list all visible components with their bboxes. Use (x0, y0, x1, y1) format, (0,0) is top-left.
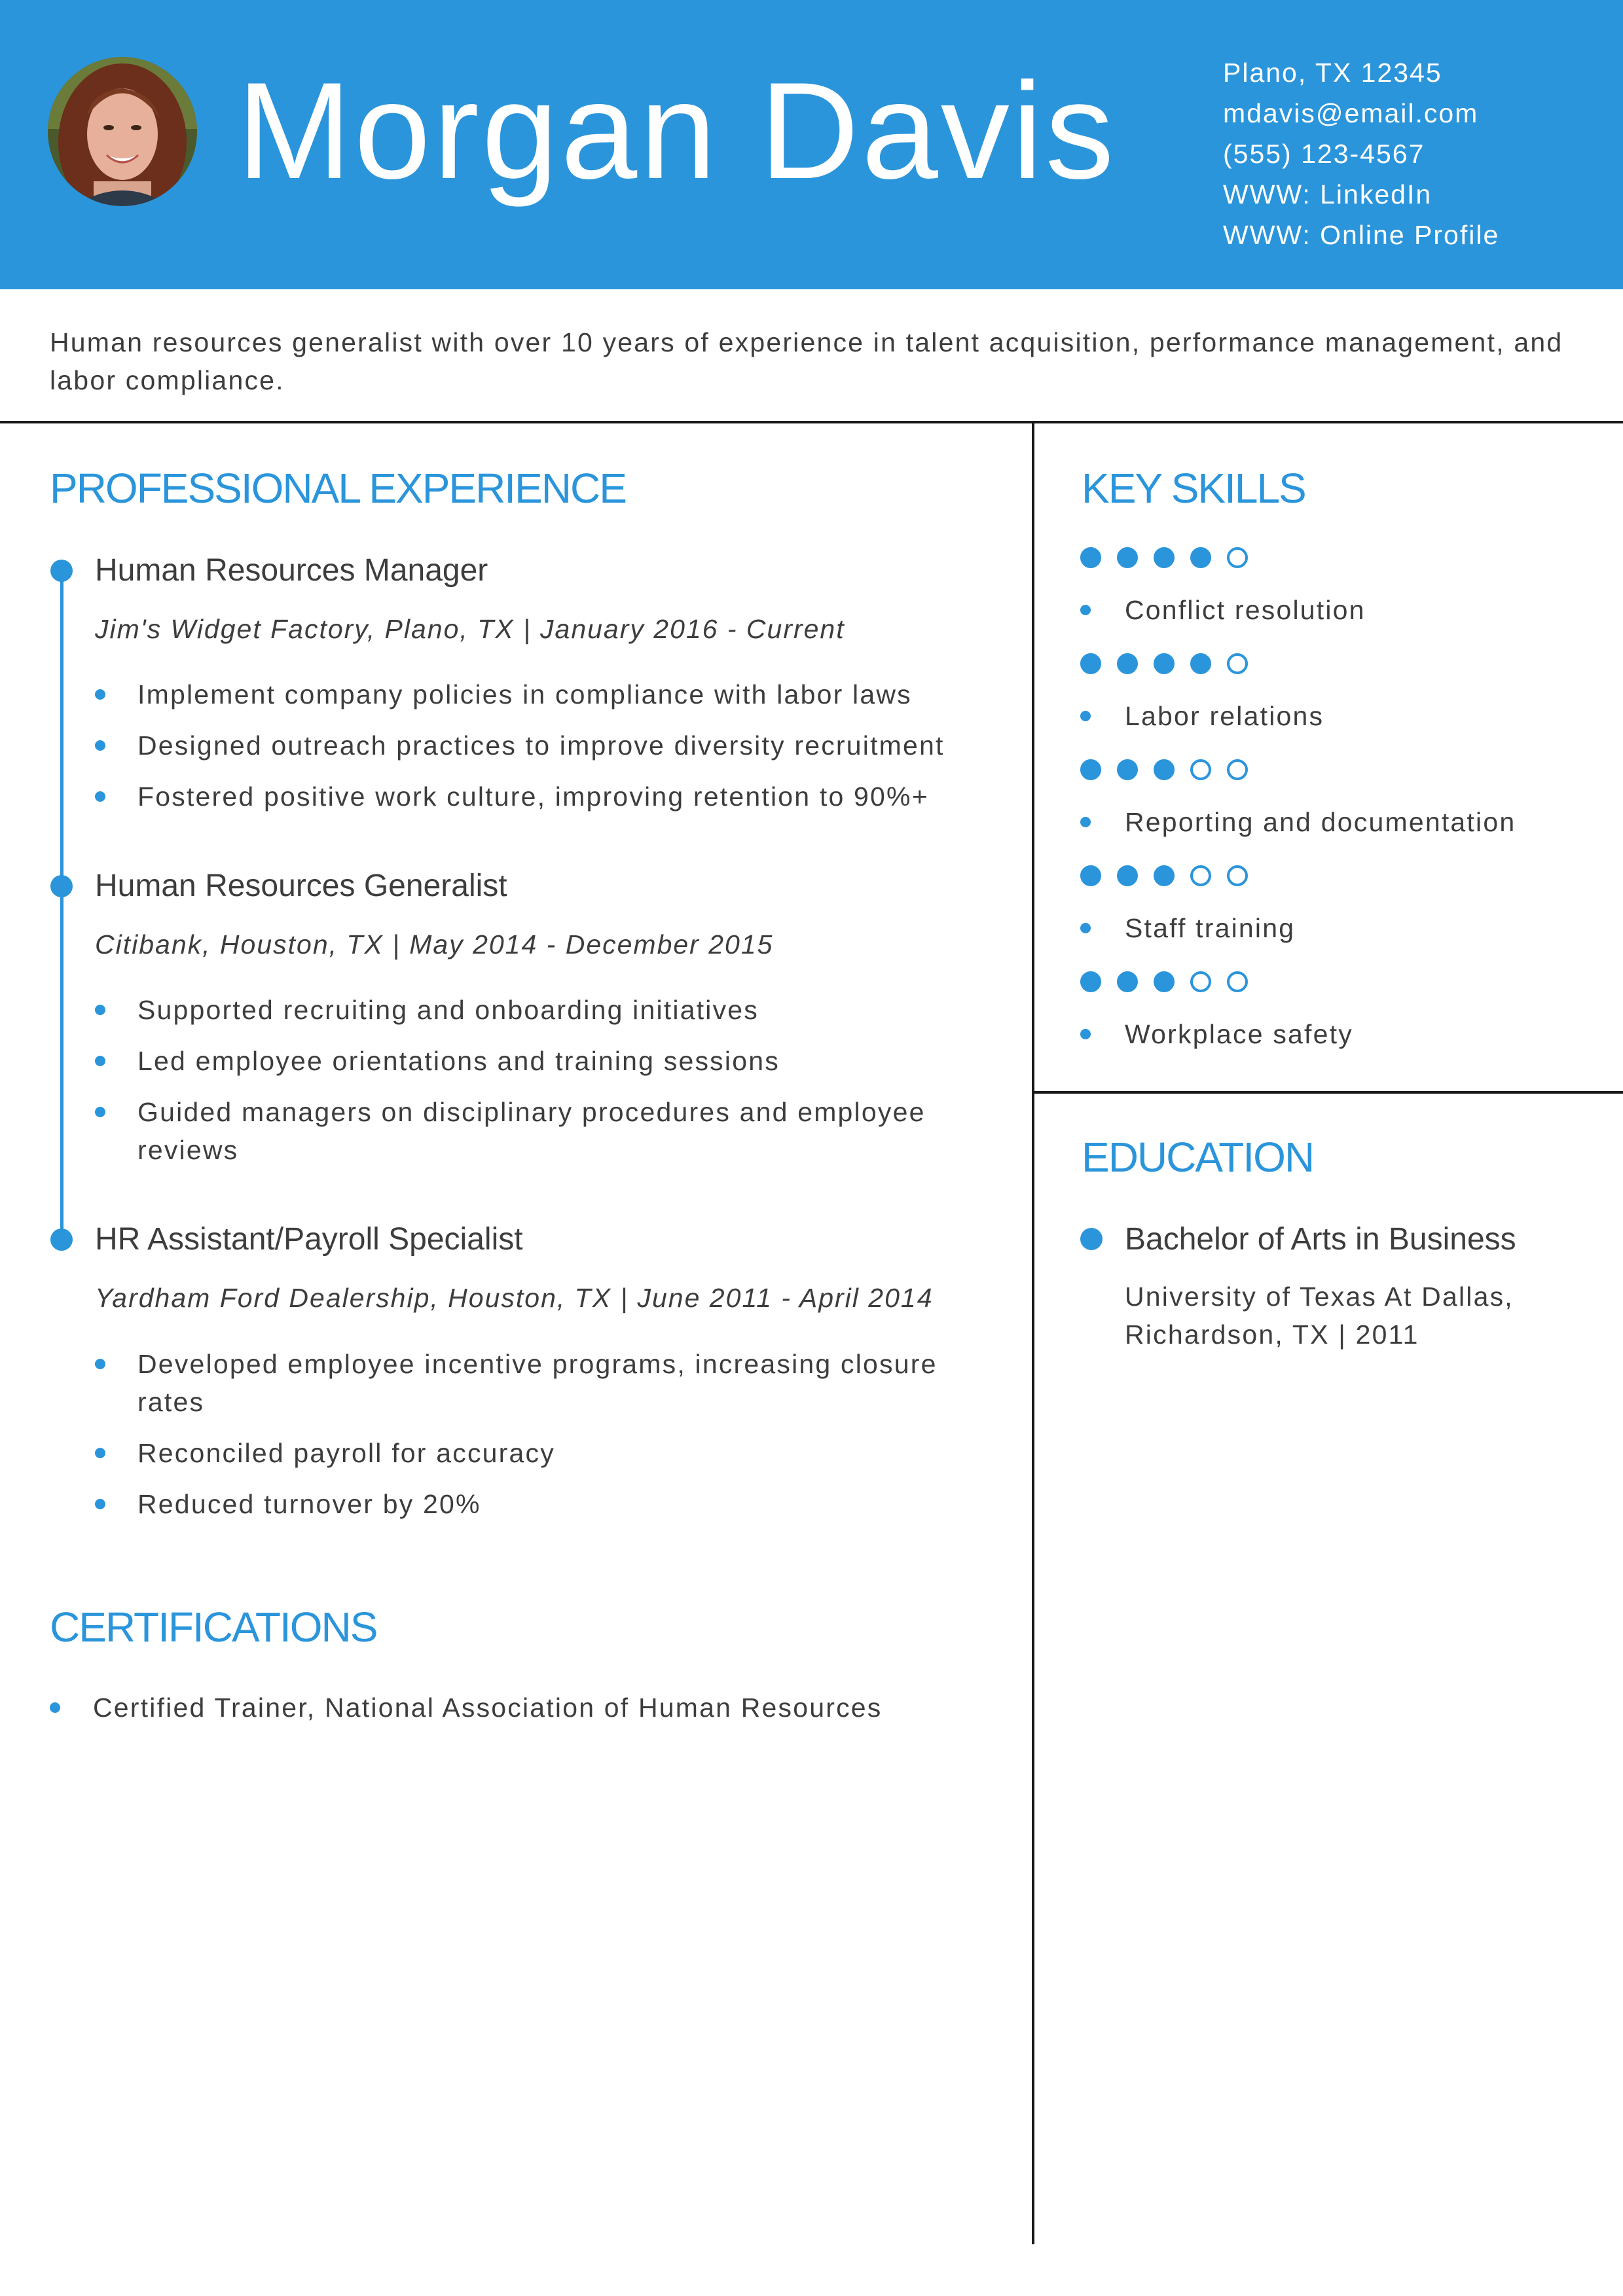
experience-heading: PROFESSIONAL EXPERIENCE (50, 465, 626, 512)
job-bullet: Reconciled payroll for accuracy (95, 1434, 1012, 1472)
job-bullet: Fostered positive work culture, improving retention to 90%+ (95, 778, 1012, 816)
rating-dot-filled (1080, 971, 1101, 992)
job-dot (50, 875, 73, 897)
contact-online-profile[interactable]: WWW: Online Profile (1223, 220, 1500, 250)
avatar (48, 57, 197, 206)
rating-dot-empty (1227, 547, 1248, 568)
rating-dot-filled (1190, 547, 1211, 568)
contact-phone: (555) 123-4567 (1223, 139, 1425, 169)
contact-address: Plano, TX 12345 (1223, 58, 1442, 88)
skill-rating (1080, 547, 1248, 569)
rating-dot-empty (1227, 971, 1248, 992)
contact-email[interactable]: mdavis@email.com (1223, 98, 1479, 128)
summary: Human resources generalist with over 10 years of experience in talent acquisition, performance management, and labor compliance. (50, 327, 1563, 395)
rating-dot-filled (1154, 971, 1175, 992)
bullet-dot (1080, 605, 1091, 615)
bullet-dot (1080, 817, 1091, 827)
rating-dot-empty (1227, 759, 1248, 780)
rating-dot-filled (1080, 865, 1101, 886)
rating-dot-empty (1190, 865, 1211, 886)
experience-timeline (60, 567, 64, 1241)
skill-rating (1080, 971, 1248, 994)
certification-label: Certified Trainer, National Association of Human Resources (93, 1693, 883, 1723)
certification-item (50, 1689, 883, 1727)
job-title: HR Assistant/Payroll Specialist (95, 1222, 523, 1257)
bullet-dot (1080, 711, 1091, 721)
divider-skills-education (1032, 1091, 1623, 1094)
rating-dot-filled (1080, 759, 1101, 780)
rating-dot-filled (1154, 653, 1175, 674)
job-title: Human Resources Manager (95, 553, 488, 588)
skill-rating (1080, 759, 1248, 781)
rating-dot-empty (1190, 759, 1211, 780)
bullet-dot (1080, 923, 1091, 933)
rating-dot-filled (1117, 547, 1138, 568)
education-degree: Bachelor of Arts in Business (1125, 1222, 1516, 1257)
job-meta: Citibank, Houston, TX | May 2014 - December 2015 (95, 929, 774, 960)
job-bullet: Implement company policies in compliance with labor laws (95, 675, 1012, 713)
job-bullet: Reduced turnover by 20% (95, 1485, 1012, 1523)
job-meta: Yardham Ford Dealership, Houston, TX | June 2011 - April 2014 (95, 1283, 934, 1313)
skill-label: Staff training (1125, 913, 1296, 943)
job-bullets (95, 675, 1012, 829)
divider-vertical (1032, 422, 1034, 2244)
skill-item (1080, 803, 1516, 841)
rating-dot-filled (1080, 653, 1101, 674)
education-heading: EDUCATION (1082, 1134, 1314, 1181)
rating-dot-filled (1154, 547, 1175, 568)
job-meta: Jim's Widget Factory, Plano, TX | January 2016 - Current (95, 614, 845, 644)
job-bullet: Developed employee incentive programs, increasing closure rates (95, 1345, 1012, 1421)
job-bullet: Supported recruiting and onboarding initiatives (95, 991, 1012, 1029)
rating-dot-empty (1190, 971, 1211, 992)
rating-dot-empty (1227, 865, 1248, 886)
job-bullets (95, 991, 1012, 1182)
rating-dot-filled (1117, 653, 1138, 674)
skill-label: Conflict resolution (1125, 595, 1366, 625)
skill-label: Workplace safety (1125, 1019, 1353, 1049)
job-dot (50, 1229, 73, 1251)
contact-linkedin[interactable]: WWW: LinkedIn (1223, 179, 1432, 209)
job-title: Human Resources Generalist (95, 869, 507, 903)
portrait-photo (48, 57, 197, 206)
rating-dot-filled (1154, 865, 1175, 886)
job-bullets (95, 1345, 1012, 1536)
rating-dot-filled (1080, 547, 1101, 568)
rating-dot-empty (1227, 653, 1248, 674)
bullet-dot (1080, 1029, 1091, 1039)
divider-top (0, 421, 1623, 423)
contact-block (1223, 52, 1499, 255)
skill-rating (1080, 865, 1248, 888)
education-school: University of Texas At Dallas, Richardson, TX | 2011 (1125, 1282, 1514, 1350)
education-dot (1080, 1228, 1103, 1250)
rating-dot-filled (1190, 653, 1211, 674)
rating-dot-filled (1117, 865, 1138, 886)
certifications-heading: CERTIFICATIONS (50, 1604, 377, 1651)
skill-item (1080, 697, 1324, 735)
skill-item (1080, 591, 1366, 629)
skill-item (1080, 909, 1295, 947)
skill-rating (1080, 653, 1248, 675)
job-bullet: Guided managers on disciplinary procedures and employee reviews (95, 1093, 1012, 1169)
rating-dot-filled (1117, 971, 1138, 992)
bullet-dot (50, 1702, 60, 1713)
rating-dot-filled (1154, 759, 1175, 780)
header-banner (0, 0, 1623, 289)
job-bullet: Led employee orientations and training sessions (95, 1042, 1012, 1080)
skill-label: Reporting and documentation (1125, 807, 1516, 837)
candidate-name: Morgan Davis (237, 54, 1117, 207)
job-dot (50, 560, 73, 582)
rating-dot-filled (1117, 759, 1138, 780)
skill-label: Labor relations (1125, 701, 1324, 731)
skills-heading: KEY SKILLS (1082, 465, 1305, 512)
job-bullet: Designed outreach practices to improve diversity recruitment (95, 726, 1012, 764)
skill-item (1080, 1015, 1353, 1053)
